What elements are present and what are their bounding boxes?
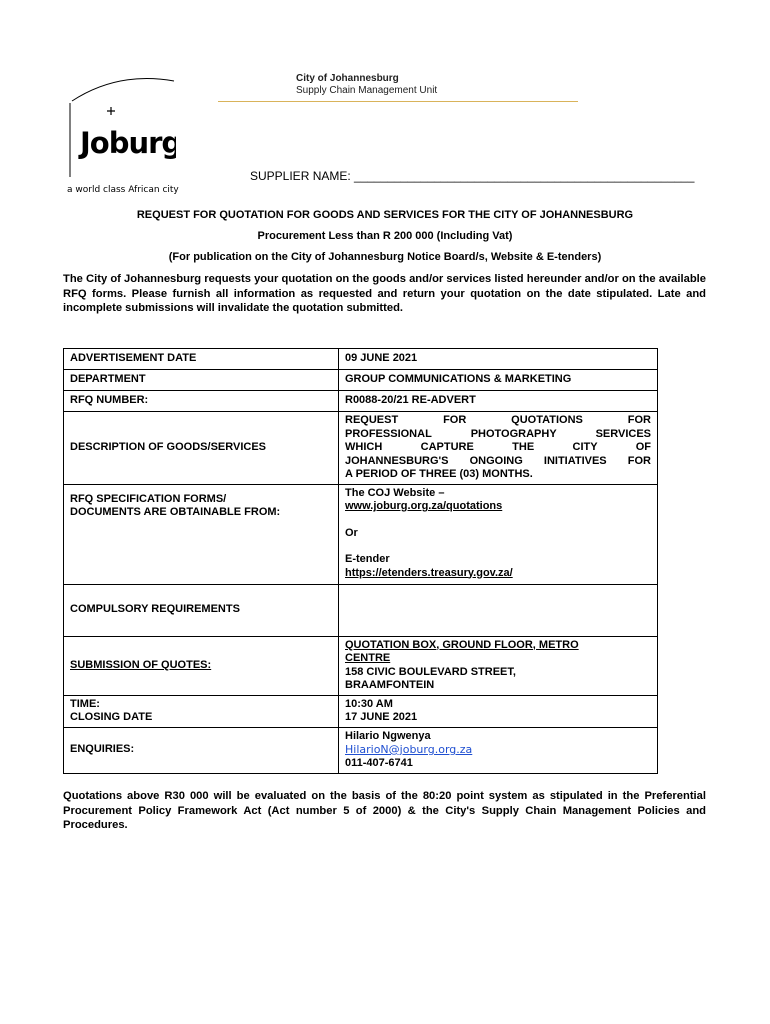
evaluation-note: Quotations above R30 000 will be evaluated on the basis of the 80:20 point system as stipulated in the Preferential Procurement Policy Framework Act (Act number 5 of 2000) & the City's Supply Chain Management Policies and Procedures. [63,790,706,831]
logo-wordmark: Joburg [80,126,176,160]
spec-forms-value [339,484,658,584]
time-label: TIME: [70,697,100,710]
description-line: A PERIOD OF THREE (03) MONTHS. [345,468,533,480]
table-row [64,727,658,773]
closing-date-value: 17 JUNE 2021 [345,711,418,723]
enquiries-value [339,727,658,773]
table-row [64,695,658,727]
spec-forms-label [64,484,339,584]
enquiries-label: ENQUIRIES: [64,727,339,773]
coj-website-link[interactable]: www.joburg.org.za/quotations [345,500,503,512]
submission-label: SUBMISSION OF QUOTES: [64,636,339,695]
table-row [64,349,658,370]
advertisement-date-label: ADVERTISEMENT DATE [64,349,339,370]
submission-line: BRAAMFONTEIN [345,679,435,691]
org-name: City of Johannesburg [296,73,399,84]
spec-forms-label-line: DOCUMENTS ARE OBTAINABLE FROM: [70,506,281,518]
procurement-limit: Procurement Less than R 200 000 (Including Vat) [257,230,513,242]
table-row [64,584,658,636]
page-title: REQUEST FOR QUOTATION FOR GOODS AND SERVICES FOR THE CITY OF JOHANNESBURG [136,209,634,221]
header-divider [218,101,578,102]
description-line: REQUEST FOR QUOTATIONS FOR [345,414,651,426]
coj-website-label: The COJ Website – [345,486,445,499]
table-row [64,391,658,412]
etender-link[interactable]: https://etenders.treasury.gov.za/ [345,566,513,579]
etender-label: E-tender [345,553,390,565]
table-row [64,412,658,485]
description-line: PROFESSIONAL PHOTOGRAPHY SERVICES [345,427,651,440]
department-label: DEPARTMENT [64,370,339,391]
table-row [64,484,658,584]
joburg-logo [68,75,176,183]
description-value [339,412,658,485]
description-label: DESCRIPTION OF GOODS/SERVICES [64,412,339,485]
enquiries-contact-name: Hilario Ngwenya [345,729,431,742]
enquiries-email-link[interactable]: HilarioN@joburg.org.za [345,743,473,756]
supplier-name-field: SUPPLIER NAME: ___________________________________________________ [250,169,695,183]
advertisement-date-value: 09 JUNE 2021 [339,349,658,370]
department-value: GROUP COMMUNICATIONS & MARKETING [339,370,658,391]
submission-line: CENTRE [345,652,391,664]
table-row [64,636,658,695]
joburg-logo-graphic [68,75,176,183]
compulsory-requirements-label: COMPULSORY REQUIREMENTS [64,584,339,636]
description-line: WHICH CAPTURE THE CITY OF [345,441,651,453]
time-closing-label [64,695,339,727]
logo-tagline: a world class African city [67,185,179,195]
rfq-number-value: R0088-20/21 RE-ADVERT [339,391,658,412]
org-header [296,73,437,97]
time-closing-value [339,695,658,727]
rfq-number-label: RFQ NUMBER: [64,391,339,412]
spec-forms-label-line: RFQ SPECIFICATION FORMS/ [70,492,227,505]
closing-date-label: CLOSING DATE [70,711,153,723]
time-value: 10:30 AM [345,697,393,710]
publication-note: (For publication on the City of Johannesburg Notice Board/s, Website & E-tenders) [168,251,602,263]
table-row [64,370,658,391]
description-line: JOHANNESBURG'S ONGOING INITIATIVES FOR [345,454,651,467]
intro-paragraph: The City of Johannesburg requests your quotation on the goods and/or services listed hereunder and/or on the available RFQ forms. Please furnish all information as requested and return your quotation on the date stipulated. Late and incomplete submissions will invalidate the quotation submitted. [63,273,706,314]
org-unit: Supply Chain Management Unit [296,85,438,96]
submission-line: QUOTATION BOX, GROUND FLOOR, METRO [345,638,579,651]
submission-line: 158 CIVIC BOULEVARD STREET, [345,665,516,678]
or-text: Or [345,526,358,539]
enquiries-phone: 011-407-6741 [345,756,413,769]
compulsory-requirements-value [339,584,658,636]
rfq-details-table [63,348,658,774]
submission-value [339,636,658,695]
